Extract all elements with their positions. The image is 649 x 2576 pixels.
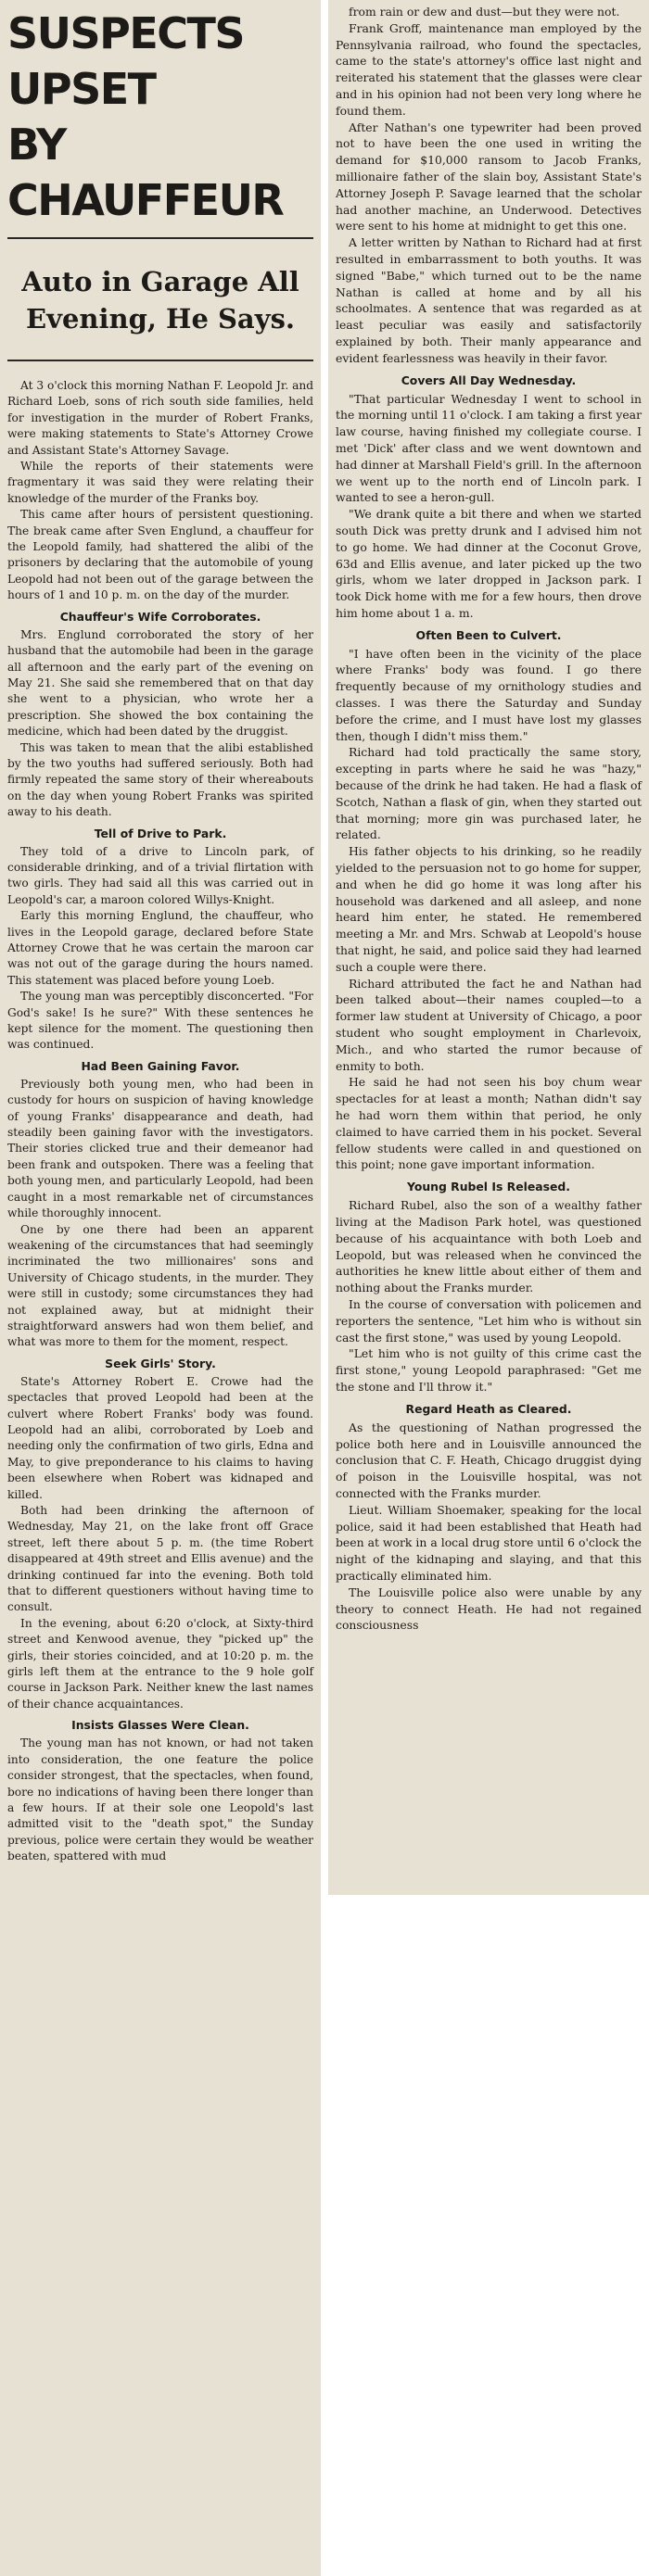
section-heading: Chauffeur's Wife Corroborates. (59, 609, 261, 624)
paragraph: Previously both young men, who had been in custody for hours on suspicion of having knowledge of young Franks' disappearance and death, had steadily been gaining favor with the investigators. Their stories clicked true and their demeanor had been frank and outspoken. There was a feeling that both young men, and particularly Leopold, had been caught in a most remarkable net of circumstances while thoroughly innocent. (7, 1077, 313, 1220)
paragraph: Richard Rubel, also the son of a wealthy father living at the Madison Park hotel, was questioned because of his acquaintance with both Loeb and Leopold, but was released when he convinced the authorities he knew little about either of them and nothing about the Franks murder. (336, 1198, 642, 1295)
column-left-body (7, 361, 313, 1865)
subheadline: Auto in Garage All Evening, He Says. (7, 239, 313, 361)
paragraph: A letter written by Nathan to Richard had at first resulted in embarrassment to both youths. It was signed "Babe," which turned out to be the name Nathan is called at home and by all his schoolmates. A sentence that was regarded as at least peculiar was easily and satisfactorily explained by both. Their manly appearance and evident fearlessness was heavily in their favor. (336, 235, 642, 365)
paragraph: Both had been drinking the afternoon of Wednesday, May 21, on the lake front off Grace street, left there about 5 p. m. (the time Robert disappeared at 49th street and Ellis avenue) and the drinking continued far into the evening. Both told that to different questioners without having time to consult. (7, 1504, 313, 1614)
paragraph: They told of a drive to Lincoln park, of considerable drinking, and of a trivial flirtation with two girls. They had said all this was carried out in Leopold's car, a maroon colored Willys-Knight. (7, 844, 313, 906)
paragraph: Mrs. Englund corroborated the story of her husband that the automobile had been in the garage all afternoon and the early part of the evening on May 21. She said she remembered that on that day she went to a physician, who wrote her a prescription. She showed the box containing the medicine, which had been dated by the druggist. (7, 627, 313, 739)
paragraph: At 3 o'clock this morning Nathan F. Leopold Jr. and Richard Loeb, sons of rich south side families, held for investigation in the murder of Robert Franks, were making statements to State's Attorney Crowe and Assistant State's Attorney Savage. (7, 379, 313, 457)
paragraph: The young man has not known, or had not taken into consideration, the one feature the police consider strongest, that the spectacles, when found, bore no indications of having been there longer than a few hours. If at their sole one Leopold's last admitted visit to the "death spot," the Sunday previous, police were certain they would be weather beaten, spattered with mud (7, 1736, 313, 1863)
section-heading: Insists Glasses Were Clean. (71, 1718, 249, 1733)
paragraph: Frank Groff, maintenance man employed by the Pennsylvania railroad, who found the spectacles, came to the state's attorney's office last night and reiterated his statement that the glasses were clear and in his opinion had not been very long where he found them. (336, 20, 642, 118)
section-heading: Often Been to Culvert. (415, 627, 562, 642)
headline-line-1: SUSPECTS UPSET (7, 8, 245, 114)
paragraph: As the questioning of Nathan progressed the police both here and in Louisville announced the conclusion that C. F. Heath, Chicago druggist dying of poison in the Louisville hospital, was not connected with the Franks murder. (336, 1420, 642, 1500)
section-heading: Had Been Gaining Favor. (81, 1058, 240, 1073)
column-right-body (336, 4, 642, 1634)
paragraph: In the evening, about 6:20 o'clock, at Sixty-third street and Kenwood avenue, they "picked up" the girls, their stories coincided, and at 10:20 p. m. the girls left them at the entrance to the 9 hole golf course in Jackson Park. Neither knew the last names of their chance acquaintances. (7, 1616, 313, 1711)
headline-line-2: BY CHAUFFEUR (7, 120, 284, 225)
section-heading: Young Rubel Is Released. (407, 1180, 570, 1194)
paragraph: Early this morning Englund, the chauffeur, who lives in the Leopold garage, declared before State Attorney Crowe that he was certain the maroon car was not out of the garage during the hours named. This statement was placed before young Loeb. (7, 909, 313, 987)
article-column-left (0, 0, 321, 2576)
article-column-right (328, 0, 649, 1895)
paragraph: While the reports of their statements were fragmentary it was said they were relating their knowledge of the murder of the Franks boy. (7, 460, 313, 505)
paragraph: The young man was perceptibly disconcerted. "For God's sake! Is he sure?" With these sentences he kept silence for the moment. The questioning then was continued. (7, 990, 313, 1052)
paragraph: Richard attributed the fact he and Nathan had been talked about—their names coupled—to a former law student at University of Chicago, a poor student who sought employment in Charlevoix, Mich., and who started the rumor because of enmity to both. (336, 976, 642, 1073)
section-heading: Seek Girls' Story. (105, 1356, 216, 1370)
headline (7, 6, 313, 239)
paragraph: Lieut. William Shoemaker, speaking for the local police, said it had been established that Heath had been at work in a local drug store until 6 o'clock the night of the kidnaping and slaying, and that this practically eliminated him. (336, 1502, 642, 1583)
paragraph: After Nathan's one typewriter had been proved not to have been the one used in writing the demand for $10,000 ransom to Jacob Franks, millionaire father of the slain boy, Assistant State's Attorney Joseph P. Savage learned that the scholar had another machine, an Underwood. Detectives were sent to his home at midnight to get this one. (336, 120, 642, 234)
section-heading: Tell of Drive to Park. (94, 826, 227, 840)
paragraph: Richard had told practically the same story, excepting in parts where he said he was "hazy," because of the drink he had taken. He had a flask of Scotch, Nathan a flask of gin, when they started out that morning; more gin was purchased later, he related. (336, 745, 642, 842)
paragraph: from rain or dew and dust—but they were not. (349, 5, 620, 19)
section-heading: Covers All Day Wednesday. (401, 373, 577, 387)
paragraph: In the course of conversation with policemen and reporters the sentence, "Let him who is without sin cast the first stone," was used by young Leopold. (336, 1296, 642, 1345)
paragraph: He said he had not seen his boy chum wear spectacles for at least a month; Nathan didn't say he had worn them within that period, he only claimed to have carried them in his pocket. Several fellow students were called in and questioned on this point; none gave important information. (336, 1075, 642, 1172)
paragraph: This was taken to mean that the alibi established by the two youths had suffered seriously. Both had firmly repeated the same story of their whereabouts on the day when young Robert Franks was spirited away to his death. (7, 740, 313, 819)
paragraph: One by one there had been an apparent weakening of the circumstances that had seemingly incriminated the two millionaires' sons and University of Chicago students, in the murder. They were still in custody; some circumstances they had not explained away, but at midnight their straightforward answers had won them belief, and what was more to them for the moment, respect. (7, 1222, 313, 1349)
paragraph: The Louisville police also were unable by any theory to connect Heath. He had not regained consciousness (336, 1585, 642, 1633)
paragraph: "I have often been in the vicinity of the place where Franks' body was found. I go there frequently because of my ornithology studies and classes. I was there the Saturday and Sunday before the crime, and I must have lost my glasses then, though I didn't miss them." (336, 646, 642, 743)
paragraph: His father objects to his drinking, so he readily yielded to the persuasion not to go home for supper, and when he did go home it was long after his household was darkened and all asleep, and none heard him enter, he stated. He remembered meeting a Mr. and Mrs. Schwab at Leopold's house that night, he said, and police said they had learned such a couple were there. (336, 844, 642, 974)
paragraph: "Let him who is not guilty of this crime cast the first stone," young Leopold paraphrased: "Get me the stone and I'll throw it." (336, 1346, 642, 1394)
paragraph: "That particular Wednesday I went to school in the morning until 11 o'clock. I am taking a first year law course, having finished my collegiate course. I met 'Dick' after class and we went downtown and had dinner at Marshall Field's grill. In the afternoon we went up to the north end of Lincoln park. I wanted to see a heron-gull. (336, 391, 642, 505)
section-heading: Regard Heath as Cleared. (405, 1401, 572, 1416)
paragraph: "We drank quite a bit there and when we started south Dick was pretty drunk and I advised him not to go home. We had dinner at the Coconut Grove, 63d and Ellis avenue, and later picked up the two girls, whom we later dropped in Jackson park. I took Dick home with me for a few hours, then drove him home about 1 a. m. (336, 507, 642, 620)
paragraph: This came after hours of persistent questioning. The break came after Sven Englund, a chauffeur for the Leopold family, had shattered the alibi of the prisoners by declaring that the automobile of young Leopold had not been out of the garage between the hours of 1 and 10 p. m. on the day of the murder. (7, 508, 313, 602)
paragraph: State's Attorney Robert E. Crowe had the spectacles that proved Leopold had been at the culvert where Robert Franks' body was found. Leopold had an alibi, corroborated by Loeb and needing only the confirmation of two girls, Edna and May, to give preponderance to his claims to having been elsewhere when Robert was kidnaped and killed. (7, 1374, 313, 1501)
